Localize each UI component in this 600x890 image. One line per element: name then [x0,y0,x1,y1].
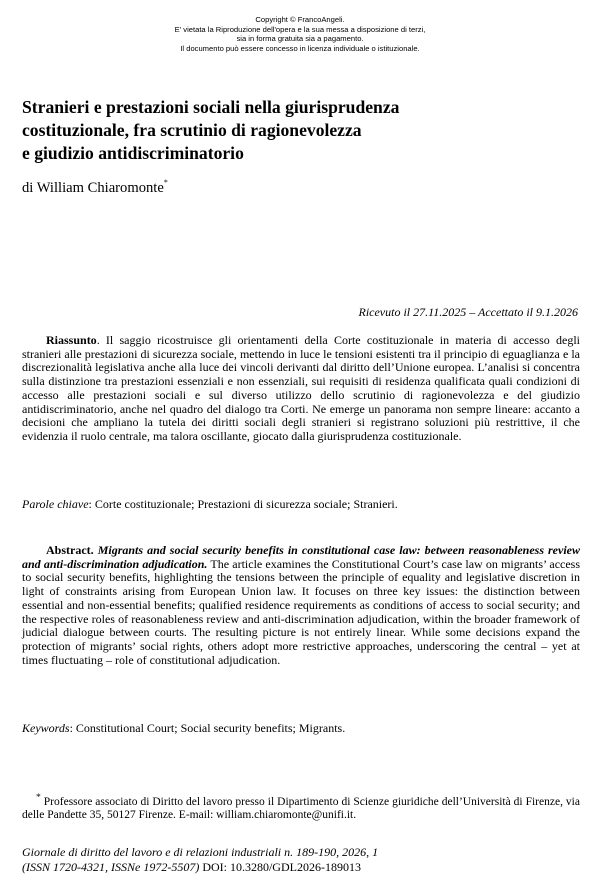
copyright-line: E' vietata la Riproduzione dell'opera e la sua messa a disposizione di terzi, [174,24,426,34]
abstract-label: Abstract. [46,543,94,557]
copyright-line: Il documento può essere concesso in licenza individuale o istituzionale. [180,43,420,53]
title-line: Stranieri e prestazioni sociali nella giurisprudenza [22,97,400,117]
journal-line: Giornale di diritto del lavoro e di relazioni industriali n. 189-190, 2026, 1 [22,845,379,859]
author-line [22,180,168,197]
author-name: di William Chiaromonte [22,180,164,196]
footnote-paragraph [22,791,580,822]
journal-issn-doi [22,860,582,875]
abstract-section [22,544,580,667]
keywords [22,721,580,735]
parole-chiave-text: : Corte costituzionale; Prestazioni di sicurezza sociale; Stranieri. [88,497,398,511]
copyright-notice [0,15,600,53]
copyright-line: sia in forma gratuita sia a pagamento. [236,34,364,44]
journal-issn: (ISSN 1720-4321, ISSNe 1972-5507) [22,859,200,874]
keywords-text: : Constitutional Court; Social security benefits; Migrants. [69,721,346,735]
journal-citation [22,845,582,874]
abstract-text: The article examines the Constitutional Court’s case law on migrants’ access to social security benefits, highlighting the tensions between the principle of equality and legislative discretion in light of constraints arising from European Union law. It focuses on three key issues: the distinction between essential and non-essential benefits; qualified residence requirements as conditions of access to social security; and the respective roles of reasonableness review and anti-discrimination adjudication, within the broader framework of judicial dialogue between courts. The resulting picture is not entirely linear. While some decisions expand the protection of migrants’ social rights, others adopt more restrictive approaches, underscoring the central – yet at times fluctuating – role of constitutional adjudication. [22,556,581,667]
journal-doi[interactable]: DOI: 10.3280/GDL2026-189013 [199,859,361,874]
riassunto-label: Riassunto [46,333,97,347]
riassunto-text: . Il saggio ricostruisce gli orientamenti della Corte costituzionale in materia di accesso degli stranieri alle prestazioni di sicurezza sociale, mettendo in luce le tensioni esistenti tra il principio di eguaglianza e la discrezionalità legislativa anche alla luce dei vincoli derivanti dal diritto dell’Unione europea. L’analisi si concentra sulla distinzione tra prestazioni essenziali e non essenziali, sui requisiti di residenza qualificata quali condizioni di accesso alle prestazioni sociali e sul diverso utilizzo dello scrutinio di ragionevolezza e del giudizio antidiscriminatorio, anche nel quadro del dialogo tra Corti. Ne emerge un panorama non sempre lineare: accanto a decisioni che ampliano la tutela dei diritti sociali degli stranieri si registrano soluzioni più restrittive, il che evidenzia il ruolo centrale, ma talora oscillante, giocato dalla giurisprudenza costituzionale. [22,333,580,443]
keywords-label: Keywords [22,721,70,735]
footnote-symbol: * [36,792,41,803]
title-line: costituzionale, fra scrutinio di ragionevolezza [22,120,362,140]
riassunto-section [22,334,580,444]
parole-chiave-label: Parole chiave [22,497,89,511]
abstract-paragraph [22,544,580,667]
copyright-line: Copyright © FrancoAngeli. [255,15,345,24]
title-line: e giudizio antidiscriminatorio [22,143,244,163]
riassunto-paragraph [22,334,580,444]
footnote-text: Professore associato di Diritto del lavoro presso il Dipartimento di Scienze giuridiche dell’Università di Firenze, via delle Pandette 35, 50127 Firenze. E-mail: william.chiaromonte@unifi.it. [22,795,580,822]
abstract-title: Migrants and social security benefits in constitutional case law: between reasonableness review and anti-discrimination adjudication. [22,543,580,571]
article-title [22,96,582,165]
parole-chiave [22,497,580,511]
author-footnote [22,791,580,822]
received-accepted-dates: Ricevuto il 27.11.2025 – Accettato il 9.1.2026 [358,305,578,319]
footnote-marker[interactable]: * [163,178,168,187]
